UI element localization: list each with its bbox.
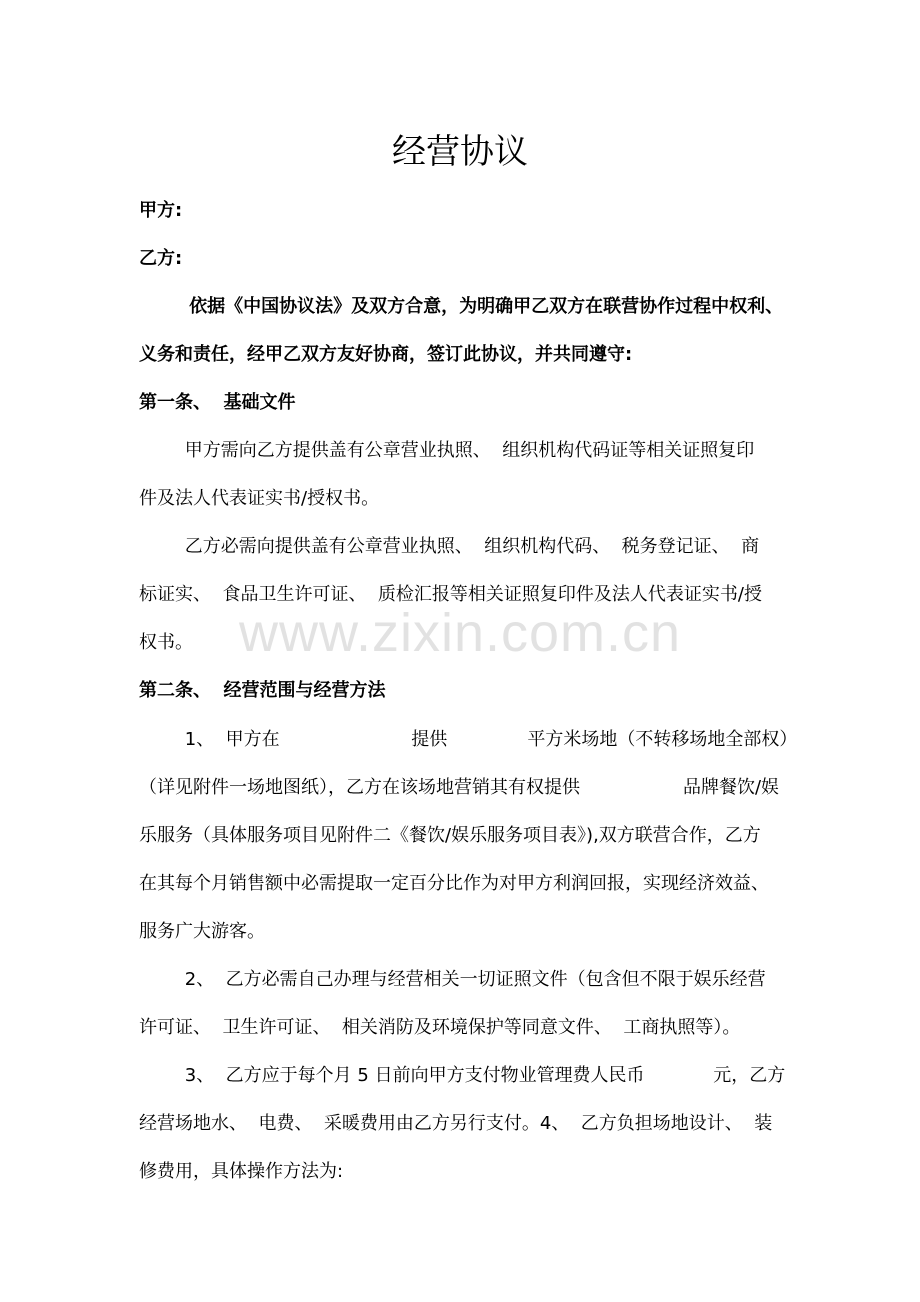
preamble-line: 义务和责任，经甲乙双方友好协商，签订此协议，并共同遵守: <box>139 344 633 365</box>
watermark: www.zixin.com.cn <box>238 603 682 663</box>
document-title: 经营协议 <box>392 132 528 172</box>
article-2-item-line: 修费用，具体操作方法为: <box>139 1161 344 1182</box>
article-1-heading: 第一条、 基础文件 <box>139 392 296 413</box>
article-1-paragraph-line: 甲方需向乙方提供盖有公章营业执照、 组织机构代码证等相关证照复印 <box>139 440 755 461</box>
preamble-line: 依据《中国协议法》及双方合意，为明确甲乙双方在联营协作过程中权利、 <box>139 296 784 317</box>
article-2-item-line: 1、 甲方在 提供 平方米场地（不转移场地全部权） <box>139 729 798 750</box>
party-a-label: 甲方: <box>139 200 183 221</box>
party-b-label: 乙方: <box>139 248 183 269</box>
article-1-paragraph-line: 件及法人代表证实书/授权书。 <box>139 488 380 509</box>
article-2-item-line: 乐服务（具体服务项目见附件二《餐饮/娱乐服务项目表》),双方联营合作，乙方 <box>139 825 761 846</box>
article-2-item-line: 3、 乙方应于每个月 5 日前向甲方支付物业管理费人民币 元，乙方 <box>139 1065 786 1086</box>
article-2-item-line: 2、 乙方必需自己办理与经营相关一切证照文件（包含但不限于娱乐经营 <box>139 969 766 990</box>
article-2-item-line: 许可证、 卫生许可证、 相关消防及环境保护等同意文件、 工商执照等）。 <box>139 1017 741 1038</box>
article-1-paragraph-line: 标证实、 食品卫生许可证、 质检汇报等相关证照复印件及法人代表证实书/授 <box>139 584 762 605</box>
article-2-item-line: 在其每个月销售额中必需提取一定百分比作为对甲方利润回报，实现经济效益、 <box>139 873 769 894</box>
article-1-paragraph-line: 权书。 <box>139 632 193 653</box>
article-2-item-line: （详见附件一场地图纸），乙方在该场地营销其有权提供 品牌餐饮/娱 <box>139 777 780 798</box>
article-1-paragraph-line: 乙方必需向提供盖有公章营业执照、 组织机构代码、 税务登记证、 商 <box>139 536 760 557</box>
article-2-item-line: 服务广大游客。 <box>139 921 265 942</box>
article-2-item-line: 经营场地水、 电费、 采暖费用由乙方另行支付。4、 乙方负担场地设计、 装 <box>139 1113 773 1134</box>
article-2-heading: 第二条、 经营范围与经营方法 <box>139 680 386 701</box>
